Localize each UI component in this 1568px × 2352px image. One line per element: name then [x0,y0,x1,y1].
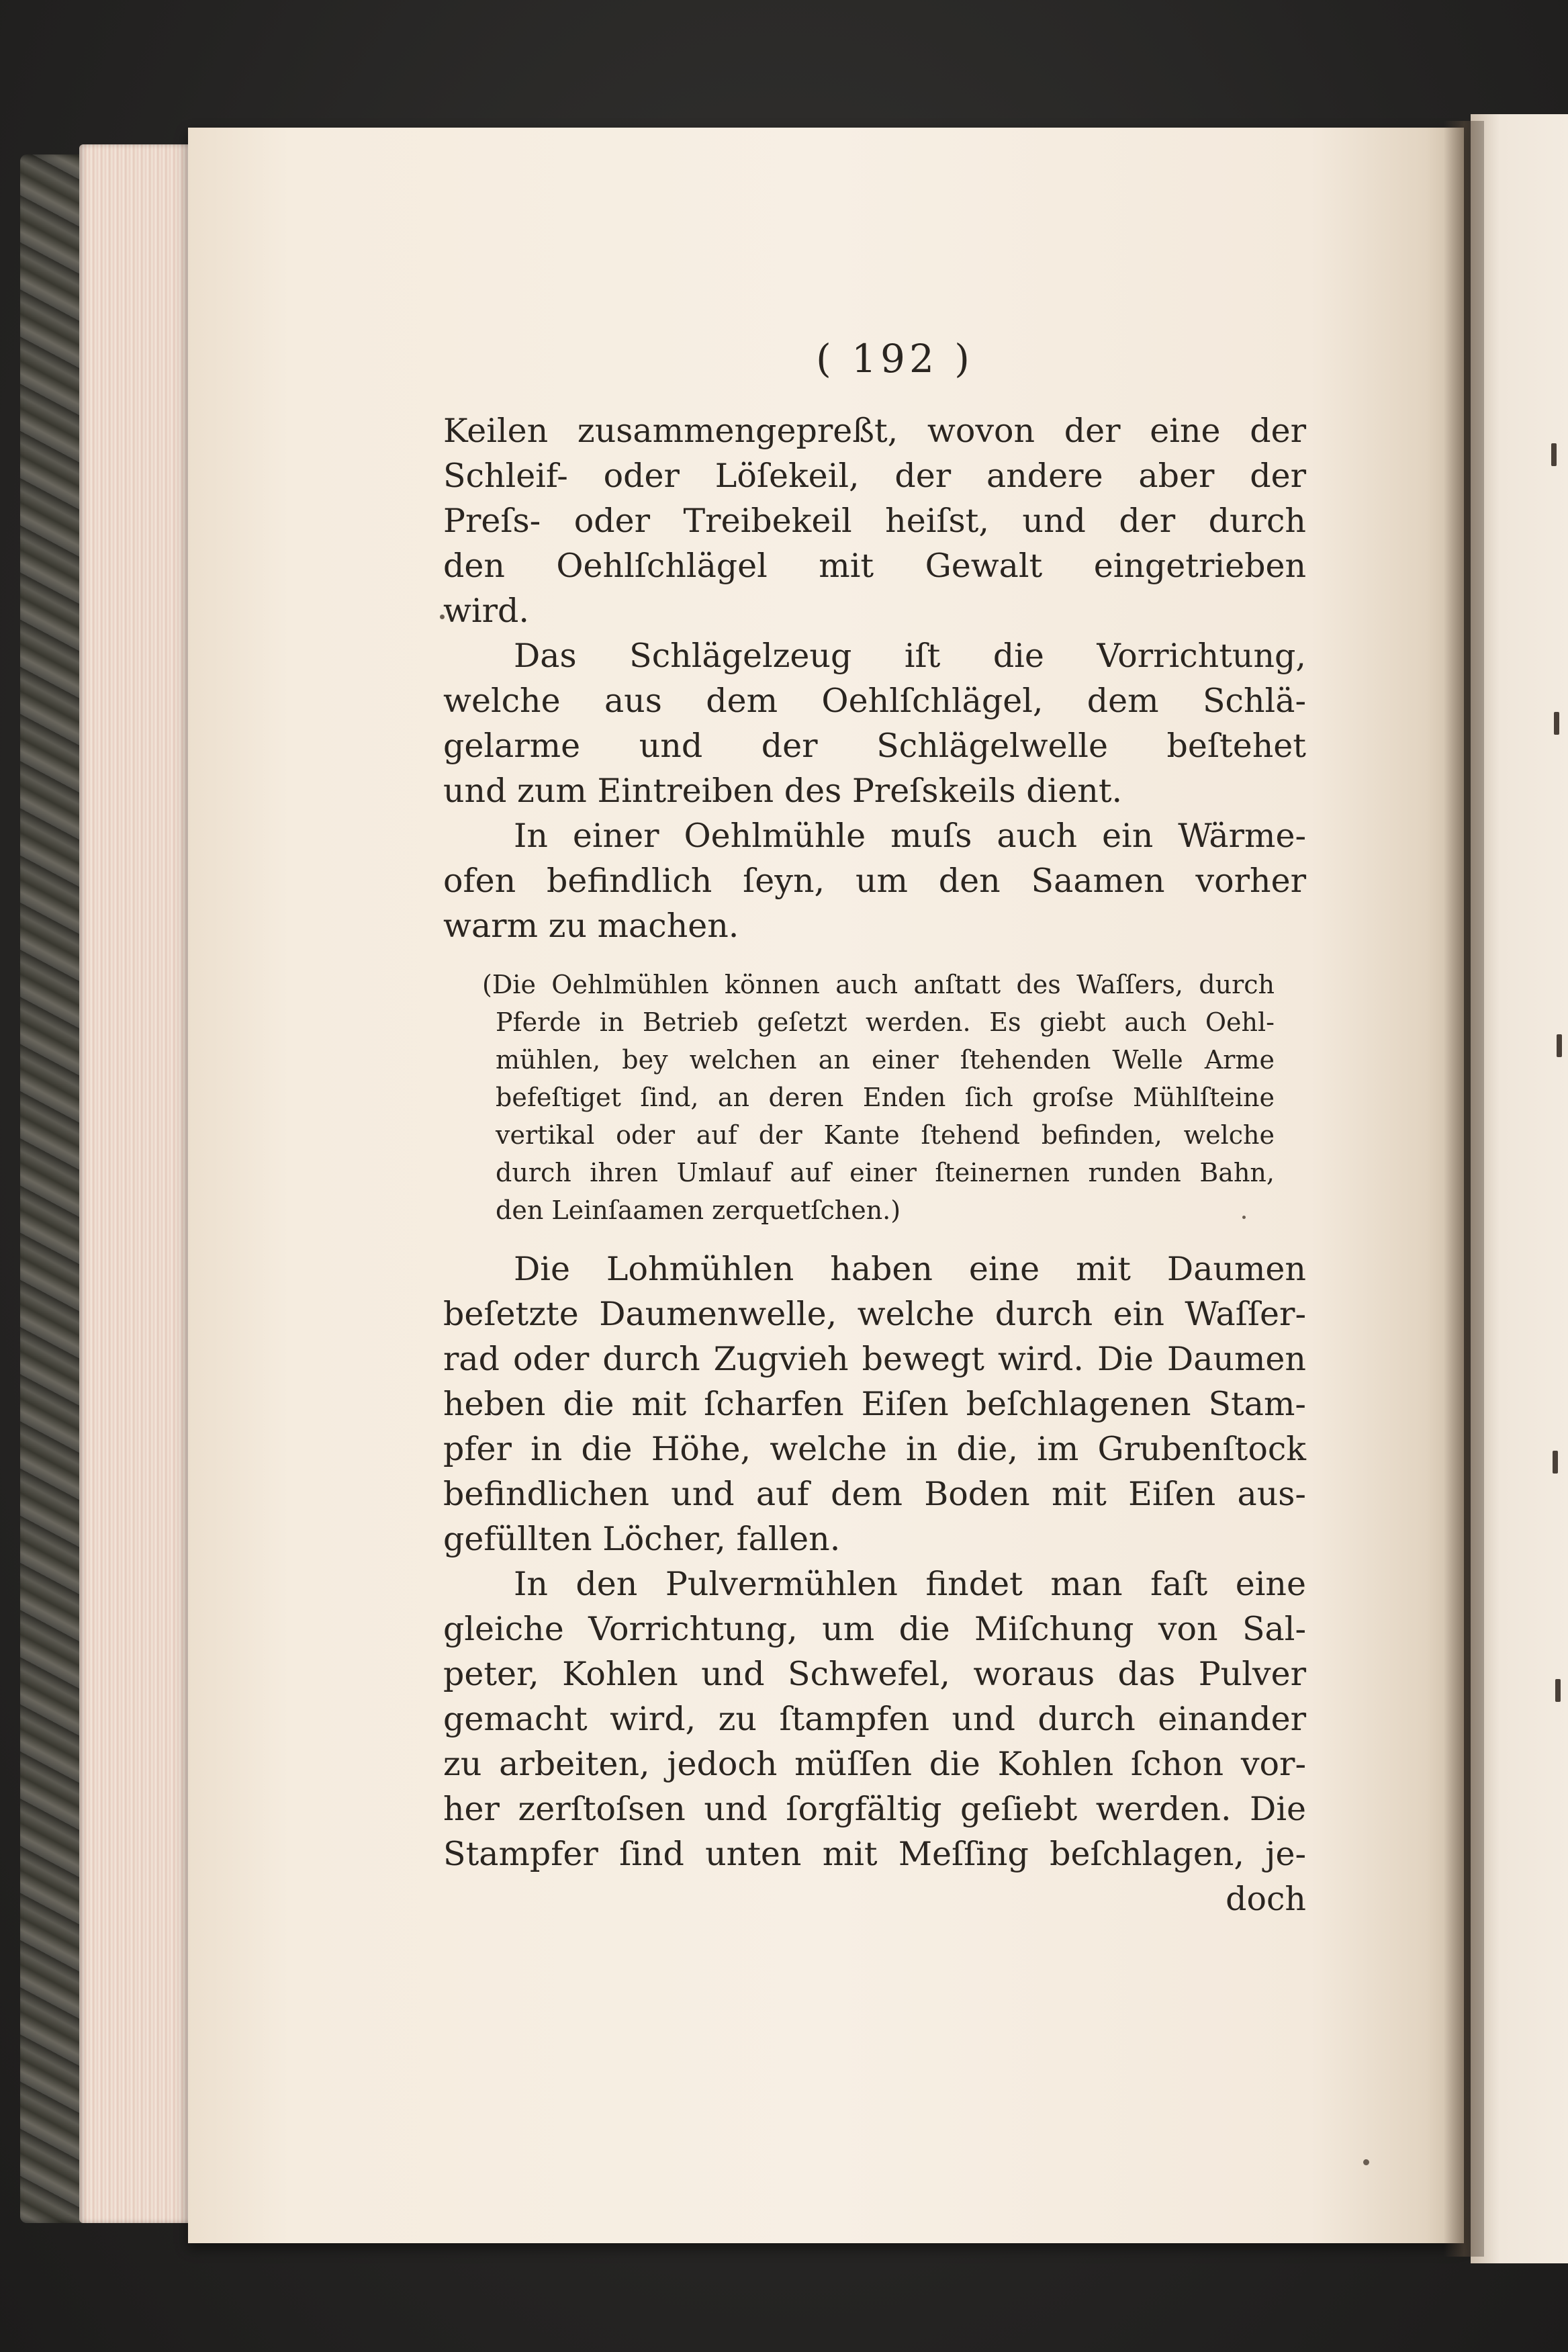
paper-speck [1363,2159,1369,2165]
edge-mark [1555,1679,1561,1702]
text-line: Keilen zusammengepreßt, wovon der eine der [443,412,1306,450]
text-line: welche aus dem Oehlſchlägel, dem Schlä- [443,682,1306,720]
text-line: her zerſtoſsen und ſorgfältig geſiebt werden. Die [443,1790,1306,1828]
right-page-text-fragments [1544,403,1568,2015]
text-line: Das Schlägelzeug iſt die Vorrichtung, [514,637,1306,675]
edge-mark [1554,712,1559,735]
paragraph-waermeofen [443,813,1306,948]
text-line: Die Lohmühlen haben eine mit Daumen [514,1250,1306,1288]
text-line: befindlichen und auf dem Boden mit Eiſen aus- [443,1475,1306,1513]
text-line: Preſs- oder Treibekeil heiſst, und der durch [443,502,1306,540]
text-line: In den Pulvermühlen findet man faſt eine [514,1565,1306,1603]
text-line: Stampfer ſind unten mit Meſſing beſchlagen, je- [443,1835,1306,1873]
text-line: beſetzte Daumenwelle, welche durch ein Waſſer- [443,1295,1306,1333]
note-line: befeſtiget ſind, an deren Enden ſich groſse Mühlſteine [496,1083,1275,1112]
text-line: gleiche Vorrichtung, um die Miſchung von Sal- [443,1610,1306,1648]
text-line: gefüllten Löcher, fallen. [443,1520,841,1558]
text-line: den Oehlſchlägel mit Gewalt eingetrieben [443,547,1306,585]
note-line: Pferde in Betrieb geſetzt werden. Es giebt auch Oehl- [496,1007,1275,1037]
text-line: wird. [443,592,529,630]
text-line: ofen befindlich ſeyn, um den Saamen vorher [443,862,1306,900]
text-line: zu arbeiten, jedoch müſſen die Kohlen ſchon vor- [443,1745,1306,1783]
note-line: durch ihren Umlauf auf einer ſteinernen runden Bahn, [496,1158,1275,1187]
note-line: (Die Oehlmühlen können auch anſtatt des Waſſers, durch [482,970,1275,999]
paragraph-keilen [443,408,1306,633]
edge-mark [1551,443,1557,466]
note-line: den Leinſaamen zerquetſchen.) [496,1195,901,1225]
text-line: gelarme und der Schlägelwelle beſtehet [443,727,1306,765]
text-line: warm zu machen. [443,907,739,945]
text-line: In einer Oehlmühle muſs auch ein Wärme- [514,817,1306,855]
text-line: Schleif- oder Löſekeil, der andere aber der [443,457,1306,495]
page-text [443,336,1306,1921]
paragraph-lohmuehlen [443,1247,1306,1562]
parenthetical-note [482,966,1275,1229]
text-line: heben die mit ſcharfen Eiſen beſchlagenen Stam- [443,1385,1306,1423]
edge-mark [1553,1451,1558,1474]
text-line: peter, Kohlen und Schwefel, woraus das Pulver [443,1655,1306,1693]
catchword: doch [1226,1880,1306,1918]
note-line: mühlen, bey welchen an einer ſtehenden Welle Arme [496,1045,1275,1075]
paragraph-schlaegelzeug [443,633,1306,813]
book-gutter [1444,121,1484,2257]
text-line: und zum Eintreiben des Preſskeils dient. [443,772,1123,810]
text-line: gemacht wird, zu ſtampfen und durch einander [443,1700,1306,1738]
page-number: ( 192 ) [816,336,974,381]
edge-mark [1557,1034,1562,1057]
text-line: rad oder durch Zugvieh bewegt wird. Die Daumen [443,1340,1306,1378]
paragraph-pulvermuehlen [443,1562,1306,1876]
text-line: pfer in die Höhe, welche in die, im Grubenſtock [443,1430,1306,1468]
note-line: vertikal oder auf der Kante ſtehend befinden, welche [496,1120,1275,1150]
